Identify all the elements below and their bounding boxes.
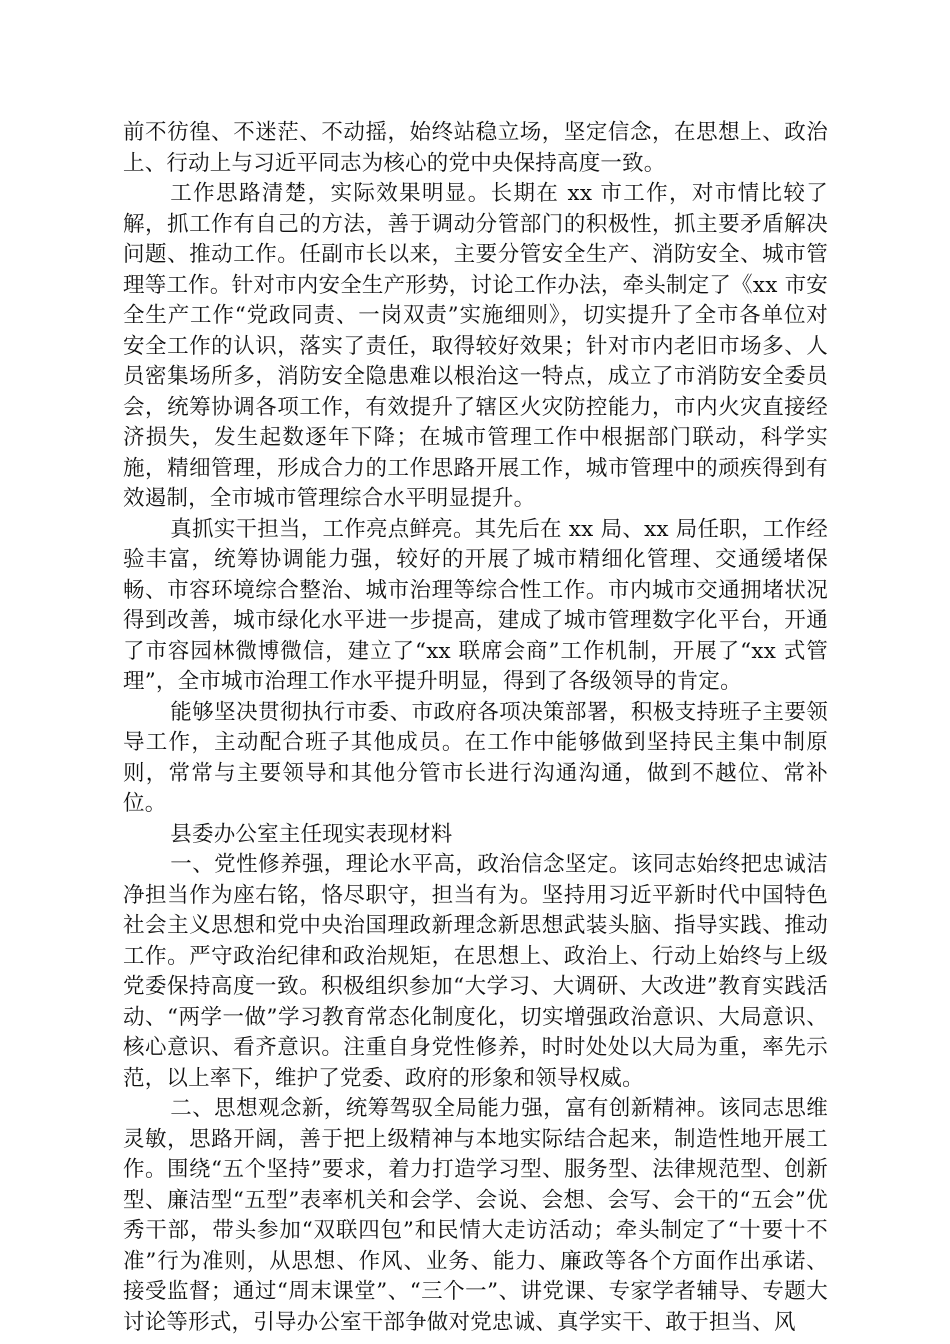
- paragraph-achievements: 真抓实干担当，工作亮点鲜亮。其先后在 xx 局、xx 局任职，工作经验丰富，统筹协调能力强，较好的开展了城市精细化管理、交通缓堵保畅、市容环境综合整治、城市治理等综合性工作。市内城市交通拥堵状况得到改善，城市绿化水平进一步提高，建成了城市管理数字化平台，开通了市容园林微博微信，建立了“xx 联席会商”工作机制，开展了“xx 式管理”，全市城市治理工作水平提升明显，得到了各级领导的肯定。: [123, 516, 828, 694]
- paragraph-point-one: 一、党性修养强，理论水平高，政治信念坚定。该同志始终把忠诚洁净担当作为座右铭，恪尽职守，担当有为。坚持用习近平新时代中国特色社会主义思想和党中央治国理政新理念新思想武装头脑、指导实践、推动工作。严守政治纪律和政治规矩，在思想上、政治上、行动上始终与上级党委保持高度一致。积极组织参加“大学习、大调研、大改进”教育实践活动、“两学一做”学习教育常态化制度化，切实增强政治意识、大局意识、核心意识、看齐意识。注重自身党性修养，时时处处以大局为重，率先示范，以上率下，维护了党委、政府的形象和领导权威。: [123, 852, 828, 1091]
- paragraph-point-two: 二、思想观念新，统筹驾驭全局能力强，富有创新精神。该同志思维灵敏，思路开阔，善于把上级精神与本地实际结合起来，制造性地开展工作。围绕“五个坚持”要求，着力打造学习型、服务型、法律规范型、创新型、廉洁型“五型”表率机关和会学、会说、会想、会写、会干的“五会”优秀干部，带头参加“双联四包”和民情大走访活动；牵头制定了“十要十不准”行为准则，从思想、作风、业务、能力、廉政等各个方面作出承诺、接受监督；通过“周末课堂”、“三个一”、讲党课、专家学者辅导、专题大讨论等形式，引导办公室干部争做对党忠诚、真学实干、敢于担当、风: [123, 1096, 828, 1335]
- paragraph-continuation: 前不彷徨、不迷茫、不动摇，始终站稳立场，坚定信念，在思想上、政治上、行动上与习近平同志为核心的党中央保持高度一致。: [123, 120, 828, 176]
- section-heading: 县委办公室主任现实表现材料: [170, 821, 453, 847]
- paragraph-work-approach: 工作思路清楚，实际效果明显。长期在 xx 市工作，对市情比较了解，抓工作有自己的方法，善于调动分管部门的积极性，抓主要矛盾解决问题、推动工作。任副市长以来，主要分管安全生产、消防安全、城市管理等工作。针对市内安全生产形势，讨论工作办法，牵头制定了《xx 市安全生产工作“党政同责、一岗双责”实施细则》，切实提升了全市各单位对安全工作的认识，落实了责任，取得较好效果；针对市内老旧市场多、人员密集场所多，消防安全隐患难以根治这一特点，成立了市消防安全委员会，统筹协调各项工作，有效提升了辖区火灾防控能力，市内火灾直接经济损失，发生起数逐年下降；在城市管理工作中根据部门联动，科学实施，精细管理，形成合力的工作思路开展工作，城市管理中的顽疾得到有效遏制，全市城市管理综合水平明显提升。: [123, 181, 828, 511]
- document-page: [123, 118, 828, 1338]
- paragraph-execution: 能够坚决贯彻执行市委、市政府各项决策部署，积极支持班子主要领导工作，主动配合班子其他成员。在工作中能够做到坚持民主集中制原则，常常与主要领导和其他分管市长进行沟通沟通，做到不越位、常补位。: [123, 699, 828, 816]
